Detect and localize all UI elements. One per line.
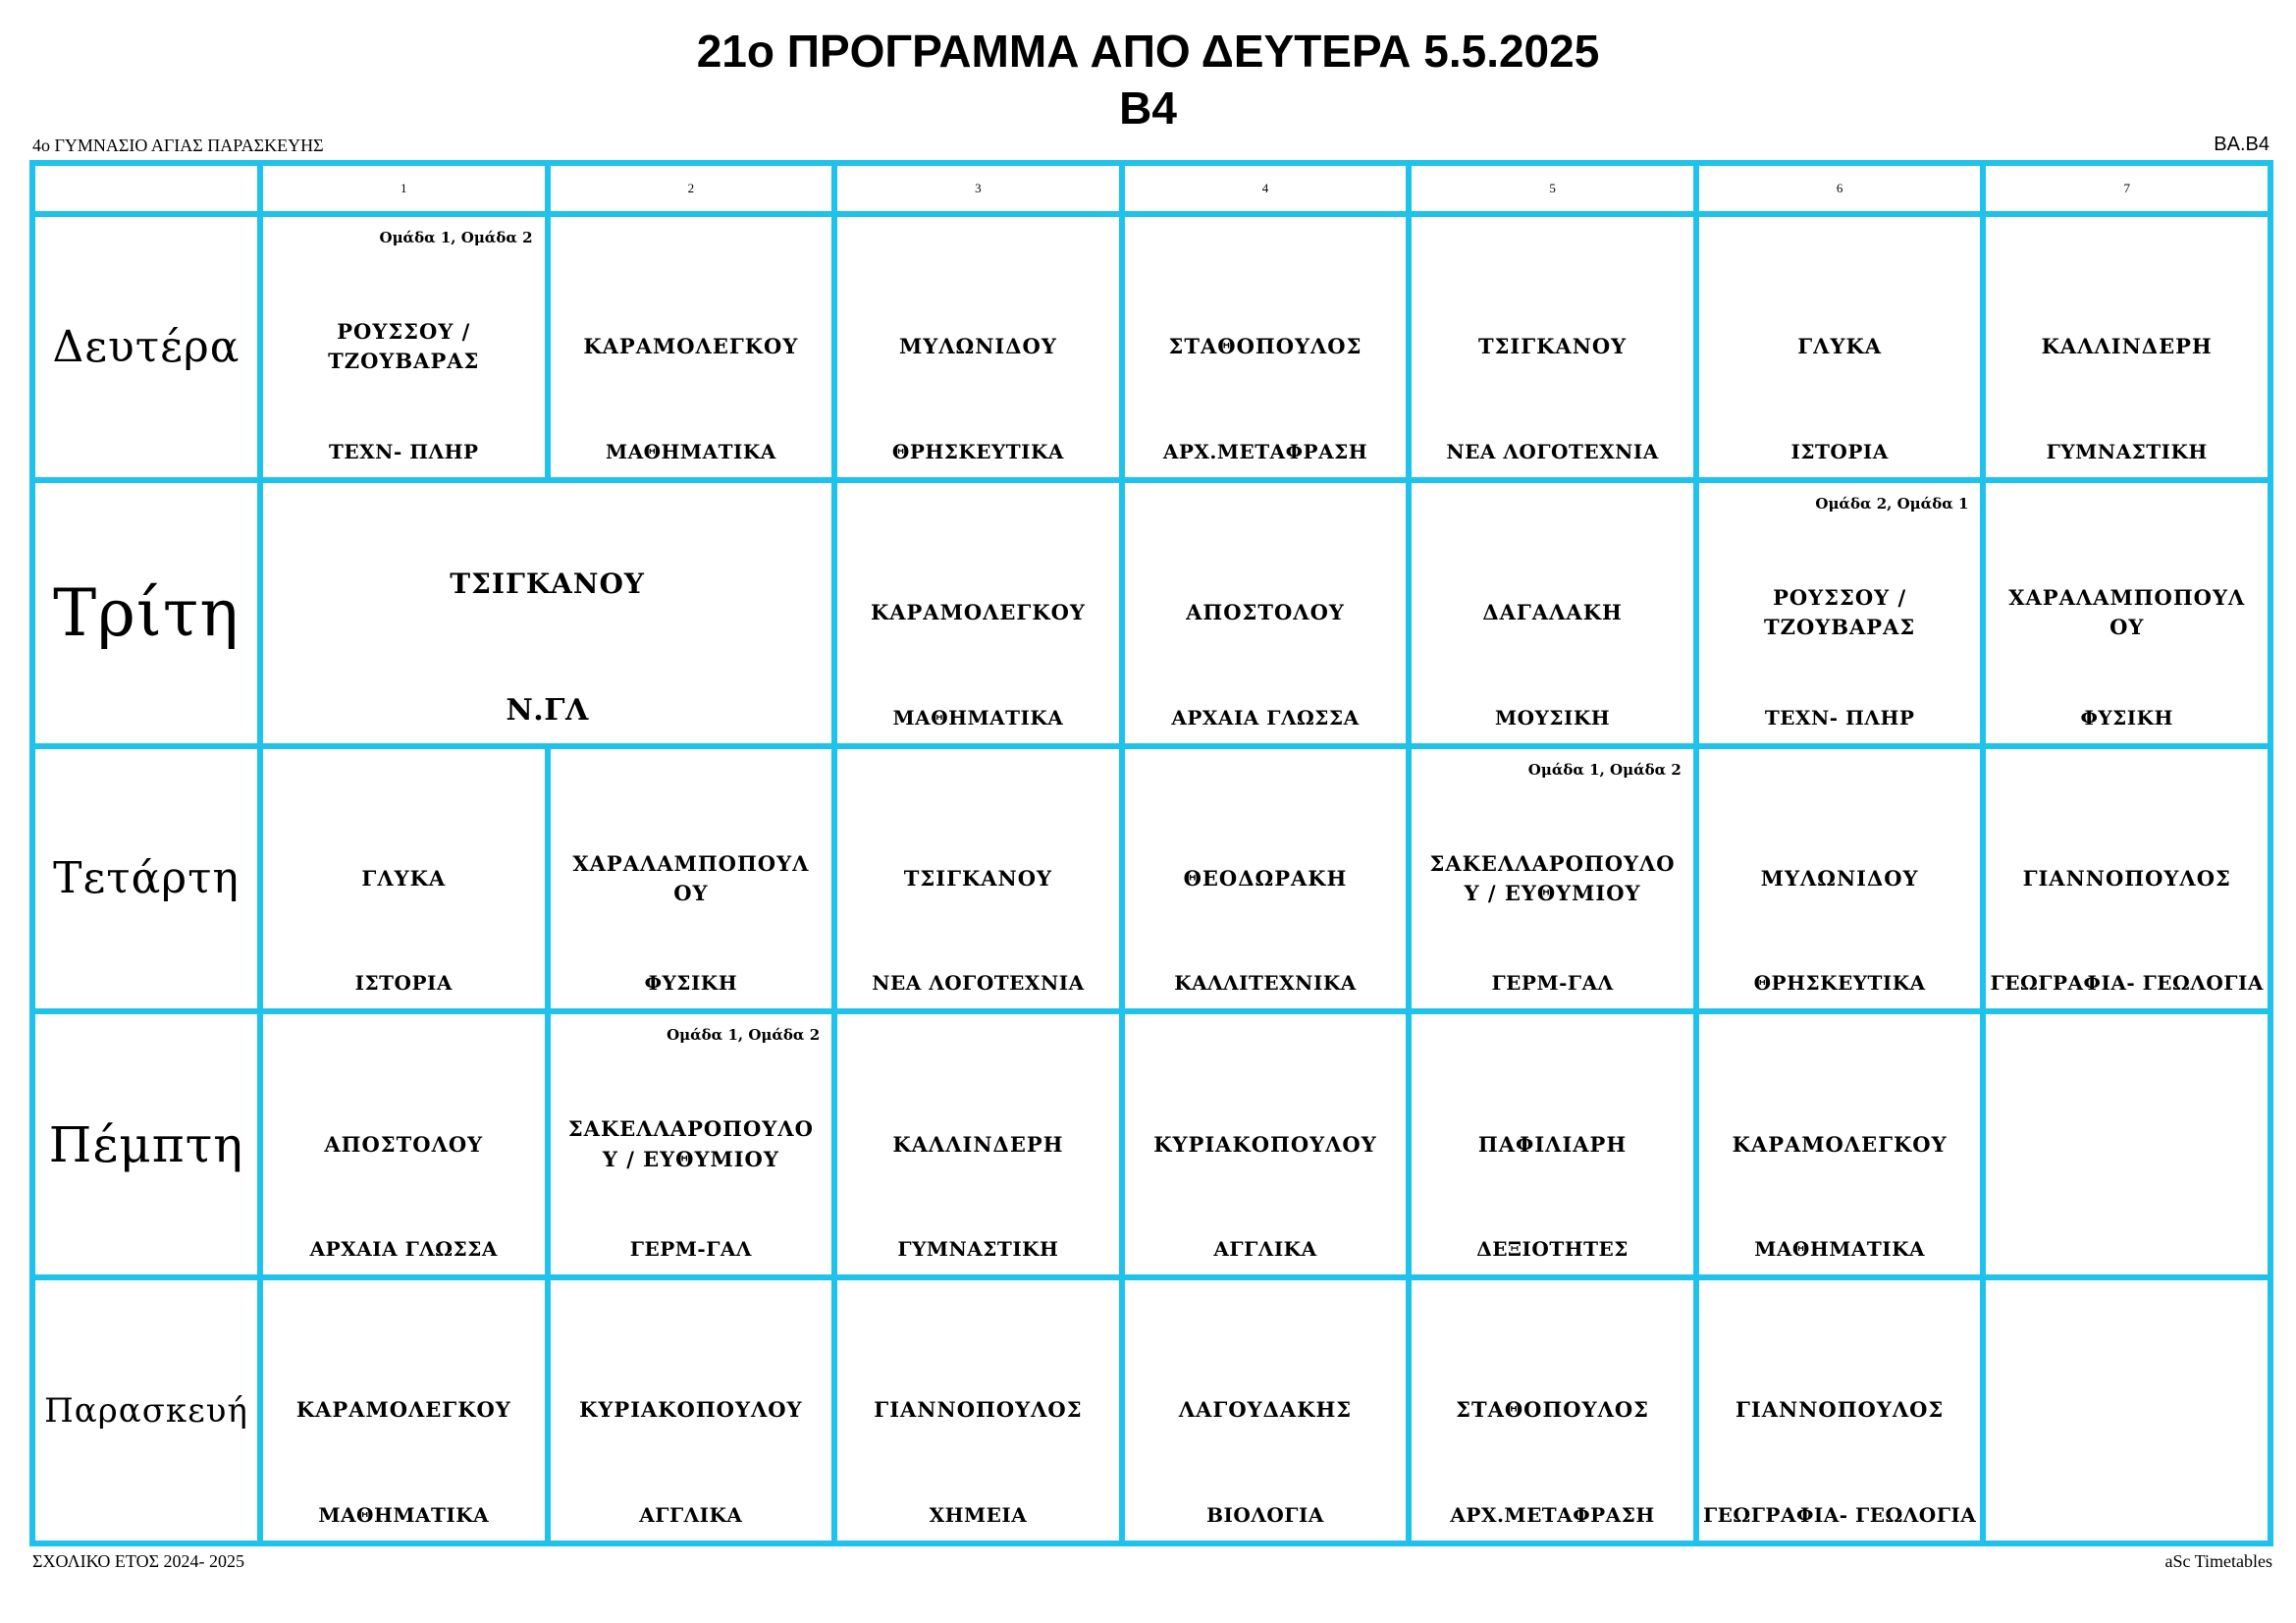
subject-name: ΓΥΜΝΑΣΤΙΚΗ bbox=[897, 1237, 1059, 1262]
teacher-name: ΚΥΡΙΑΚΟΠΟΥΛΟΥ bbox=[1153, 1131, 1377, 1157]
lesson-cell bbox=[1409, 746, 1696, 1012]
subject-name: ΚΑΛΛΙΤΕΧΝΙΚΑ bbox=[1174, 971, 1357, 996]
grid-corner bbox=[32, 163, 260, 214]
subject-name: ΓΥΜΝΑΣΤΙΚΗ bbox=[2046, 439, 2208, 463]
teacher-name: ΧΑΡΑΛΑΜΠΟΠΟΥΛ ΟΥ bbox=[572, 850, 810, 905]
day-label: Τρίτη bbox=[32, 480, 260, 746]
school-name: 4ο ΓΥΜΝΑΣΙΟ ΑΓΙΑΣ ΠΑΡΑΣΚΕΥΗΣ bbox=[32, 135, 324, 155]
subject-name: ΑΡΧΑΙΑ ΓΛΩΣΣΑ bbox=[309, 1237, 498, 1262]
lesson-cell bbox=[260, 746, 548, 1012]
subject-name: ΜΑΘΗΜΑΤΙΚΑ bbox=[318, 1502, 490, 1527]
group-label: Ομάδα 2, Ομάδα 1 bbox=[1815, 494, 1969, 513]
subject-name: ΑΡΧ.ΜΕΤΑΦΡΑΣΗ bbox=[1450, 1502, 1655, 1527]
lesson-cell bbox=[1696, 214, 1984, 480]
lesson-cell bbox=[548, 1277, 835, 1543]
lesson-cell bbox=[548, 746, 835, 1012]
lesson-cell bbox=[834, 746, 1122, 1012]
subject-name: ΦΥΣΙΚΗ bbox=[644, 971, 738, 996]
subject-name: ΘΡΗΣΚΕΥΤΙΚΑ bbox=[1753, 971, 1926, 996]
period-header: 4 bbox=[1122, 163, 1410, 214]
period-header: 2 bbox=[548, 163, 835, 214]
lesson-cell bbox=[1409, 1011, 1696, 1277]
lesson-cell bbox=[1696, 1277, 1984, 1543]
lesson-cell bbox=[834, 1277, 1122, 1543]
teacher-name: ΣΑΚΕΛΛΑΡΟΠΟΥΛΟ Υ / ΕΥΘΥΜΙΟΥ bbox=[567, 1116, 814, 1171]
subject-name: Ν.ΓΛ bbox=[506, 692, 589, 728]
subject-name: ΝΕΑ ΛΟΓΟΤΕΧΝΙΑ bbox=[1446, 439, 1659, 463]
teacher-name: ΓΙΑΝΝΟΠΟΥΛΟΣ bbox=[874, 1397, 1083, 1423]
subject-name: ΒΙΟΛΟΓΙΑ bbox=[1206, 1502, 1324, 1527]
lesson-cell bbox=[548, 214, 835, 480]
subject-name: ΙΣΤΟΡΙΑ bbox=[354, 971, 453, 996]
teacher-name: ΚΑΛΛΙΝΔΕΡΗ bbox=[2041, 334, 2213, 359]
day-label: Παρασκευή bbox=[32, 1277, 260, 1543]
group-label: Ομάδα 1, Ομάδα 2 bbox=[1527, 760, 1682, 779]
lesson-cell bbox=[834, 1011, 1122, 1277]
subject-name: ΓΕΩΓΡΑΦΙΑ- ΓΕΩΛΟΓΙΑ bbox=[1990, 971, 2264, 996]
lesson-cell bbox=[1696, 746, 1984, 1012]
teacher-name: ΜΥΛΩΝΙΔΟΥ bbox=[1760, 865, 1919, 891]
subject-name: ΧΗΜΕΙΑ bbox=[929, 1502, 1028, 1527]
lesson-cell bbox=[1983, 214, 2270, 480]
teacher-name: ΚΑΡΑΜΟΛΕΓΚΟΥ bbox=[1732, 1131, 1948, 1157]
period-header: 5 bbox=[1409, 163, 1696, 214]
subject-name: ΜΟΥΣΙΚΗ bbox=[1495, 705, 1611, 730]
teacher-name: ΣΑΚΕΛΛΑΡΟΠΟΥΛΟ Υ / ΕΥΘΥΜΙΟΥ bbox=[1429, 850, 1676, 905]
subject-name: ΜΑΘΗΜΑΤΙΚΑ bbox=[1754, 1237, 1926, 1262]
lesson-cell bbox=[834, 480, 1122, 746]
lesson-cell bbox=[1696, 1011, 1984, 1277]
group-label: Ομάδα 1, Ομάδα 2 bbox=[667, 1026, 821, 1045]
lesson-cell bbox=[1122, 214, 1410, 480]
teacher-name: ΑΠΟΣΤΟΛΟΥ bbox=[324, 1131, 484, 1157]
subject-name: ΜΑΘΗΜΑΤΙΚΑ bbox=[892, 705, 1064, 730]
timetable-code: ΒΑ.Β4 bbox=[2214, 134, 2269, 155]
lesson-cell bbox=[1409, 480, 1696, 746]
teacher-name: ΣΤΑΘΟΠΟΥΛΟΣ bbox=[1168, 334, 1362, 359]
lesson-cell bbox=[1122, 1011, 1410, 1277]
subject-name: ΑΓΓΛΙΚΑ bbox=[639, 1502, 743, 1527]
empty-lesson-cell bbox=[1983, 1277, 2270, 1543]
lesson-cell bbox=[548, 1011, 835, 1277]
teacher-name: ΤΣΙΓΚΑΝΟΥ bbox=[903, 865, 1053, 891]
timetable-grid bbox=[29, 160, 2273, 1546]
teacher-name: ΡΟΥΣΣΟΥ / ΤΖΟΥΒΑΡΑΣ bbox=[1764, 584, 1916, 640]
lesson-cell bbox=[1122, 746, 1410, 1012]
empty-lesson-cell bbox=[1983, 1011, 2270, 1277]
brand-label: aSc Timetables bbox=[2164, 1551, 2272, 1571]
lesson-cell bbox=[1983, 480, 2270, 746]
lesson-cell bbox=[260, 480, 834, 746]
teacher-name: ΜΥΛΩΝΙΔΟΥ bbox=[899, 334, 1057, 359]
teacher-name: ΘΕΟΔΩΡΑΚΗ bbox=[1183, 865, 1348, 891]
lesson-cell bbox=[260, 1277, 548, 1543]
subject-name: ΙΣΤΟΡΙΑ bbox=[1790, 439, 1889, 463]
lesson-cell bbox=[834, 214, 1122, 480]
teacher-name: ΓΛΥΚΑ bbox=[1797, 334, 1882, 359]
subject-name: ΑΓΓΛΙΚΑ bbox=[1213, 1237, 1317, 1262]
teacher-name: ΚΑΡΑΜΟΛΕΓΚΟΥ bbox=[295, 1397, 511, 1423]
teacher-name: ΠΑΦΙΛΙΑΡΗ bbox=[1477, 1131, 1628, 1157]
day-label: Δευτέρα bbox=[32, 214, 260, 480]
teacher-name: ΓΙΑΝΝΟΠΟΥΛΟΣ bbox=[2022, 865, 2231, 891]
group-label: Ομάδα 1, Ομάδα 2 bbox=[379, 229, 533, 246]
subject-name: ΦΥΣΙΚΗ bbox=[2080, 705, 2173, 730]
lesson-cell bbox=[1409, 1277, 1696, 1543]
period-header: 1 bbox=[260, 163, 548, 214]
lesson-cell bbox=[1409, 214, 1696, 480]
subject-name: ΓΕΡΜ-ΓΑΛ bbox=[1491, 971, 1614, 996]
teacher-name: ΚΑΡΑΜΟΛΕΓΚΟΥ bbox=[870, 599, 1086, 624]
period-header: 3 bbox=[834, 163, 1122, 214]
school-year: ΣΧΟΛΙΚΟ ΕΤΟΣ 2024- 2025 bbox=[32, 1551, 245, 1571]
lesson-cell bbox=[260, 1011, 548, 1277]
teacher-name: ΧΑΡΑΛΑΜΠΟΠΟΥΛ ΟΥ bbox=[2008, 584, 2246, 640]
teacher-name: ΓΛΥΚΑ bbox=[361, 865, 447, 891]
teacher-name: ΚΥΡΙΑΚΟΠΟΥΛΟΥ bbox=[579, 1397, 803, 1423]
subject-name: ΘΡΗΣΚΕΥΤΙΚΑ bbox=[891, 439, 1064, 463]
period-header: 7 bbox=[1983, 163, 2270, 214]
teacher-name: ΤΣΙΓΚΑΝΟΥ bbox=[450, 567, 645, 600]
teacher-name: ΣΤΑΘΟΠΟΥΛΟΣ bbox=[1456, 1397, 1650, 1423]
teacher-name: ΑΠΟΣΤΟΛΟΥ bbox=[1186, 599, 1345, 624]
lesson-cell bbox=[1983, 746, 2270, 1012]
period-header: 6 bbox=[1696, 163, 1984, 214]
lesson-cell bbox=[1122, 480, 1410, 746]
teacher-name: ΔΑΓΑΛΑΚΗ bbox=[1482, 599, 1623, 624]
teacher-name: ΡΟΥΣΣΟΥ / ΤΖΟΥΒΑΡΑΣ bbox=[328, 318, 480, 374]
day-label: Τετάρτη bbox=[32, 746, 260, 1012]
subject-name: ΝΕΑ ΛΟΓΟΤΕΧΝΙΑ bbox=[872, 971, 1085, 996]
teacher-name: ΓΙΑΝΝΟΠΟΥΛΟΣ bbox=[1735, 1397, 1945, 1423]
subject-name: ΑΡΧΑΙΑ ΓΛΩΣΣΑ bbox=[1171, 705, 1360, 730]
teacher-name: ΚΑΡΑΜΟΛΕΓΚΟΥ bbox=[583, 334, 799, 359]
lesson-cell bbox=[1122, 1277, 1410, 1543]
teacher-name: ΛΑΓΟΥΔΑΚΗΣ bbox=[1178, 1397, 1353, 1423]
page-title: 21ο ΠΡΟΓΡΑΜΜΑ ΑΠΟ ΔΕΥΤΕΡΑ 5.5.2025 bbox=[696, 26, 1600, 77]
lesson-cell bbox=[260, 214, 548, 480]
day-label: Πέμπτη bbox=[32, 1011, 260, 1277]
subject-name: ΓΕΩΓΡΑΦΙΑ- ΓΕΩΛΟΓΙΑ bbox=[1702, 1502, 1977, 1527]
subject-name: ΔΕΞΙΟΤΗΤΕΣ bbox=[1476, 1237, 1629, 1262]
subject-name: ΓΕΡΜ-ΓΑΛ bbox=[629, 1237, 752, 1262]
teacher-name: ΤΣΙΓΚΑΝΟΥ bbox=[1477, 334, 1628, 359]
subject-name: ΑΡΧ.ΜΕΤΑΦΡΑΣΗ bbox=[1162, 439, 1368, 463]
subject-name: ΤΕΧΝ- ΠΛΗΡ bbox=[329, 439, 479, 463]
lesson-cell bbox=[1696, 480, 1984, 746]
class-title: Β4 bbox=[1119, 82, 1177, 134]
subject-name: ΤΕΧΝ- ΠΛΗΡ bbox=[1764, 705, 1915, 730]
teacher-name: ΚΑΛΛΙΝΔΕΡΗ bbox=[892, 1131, 1064, 1157]
subject-name: ΜΑΘΗΜΑΤΙΚΑ bbox=[605, 439, 776, 463]
